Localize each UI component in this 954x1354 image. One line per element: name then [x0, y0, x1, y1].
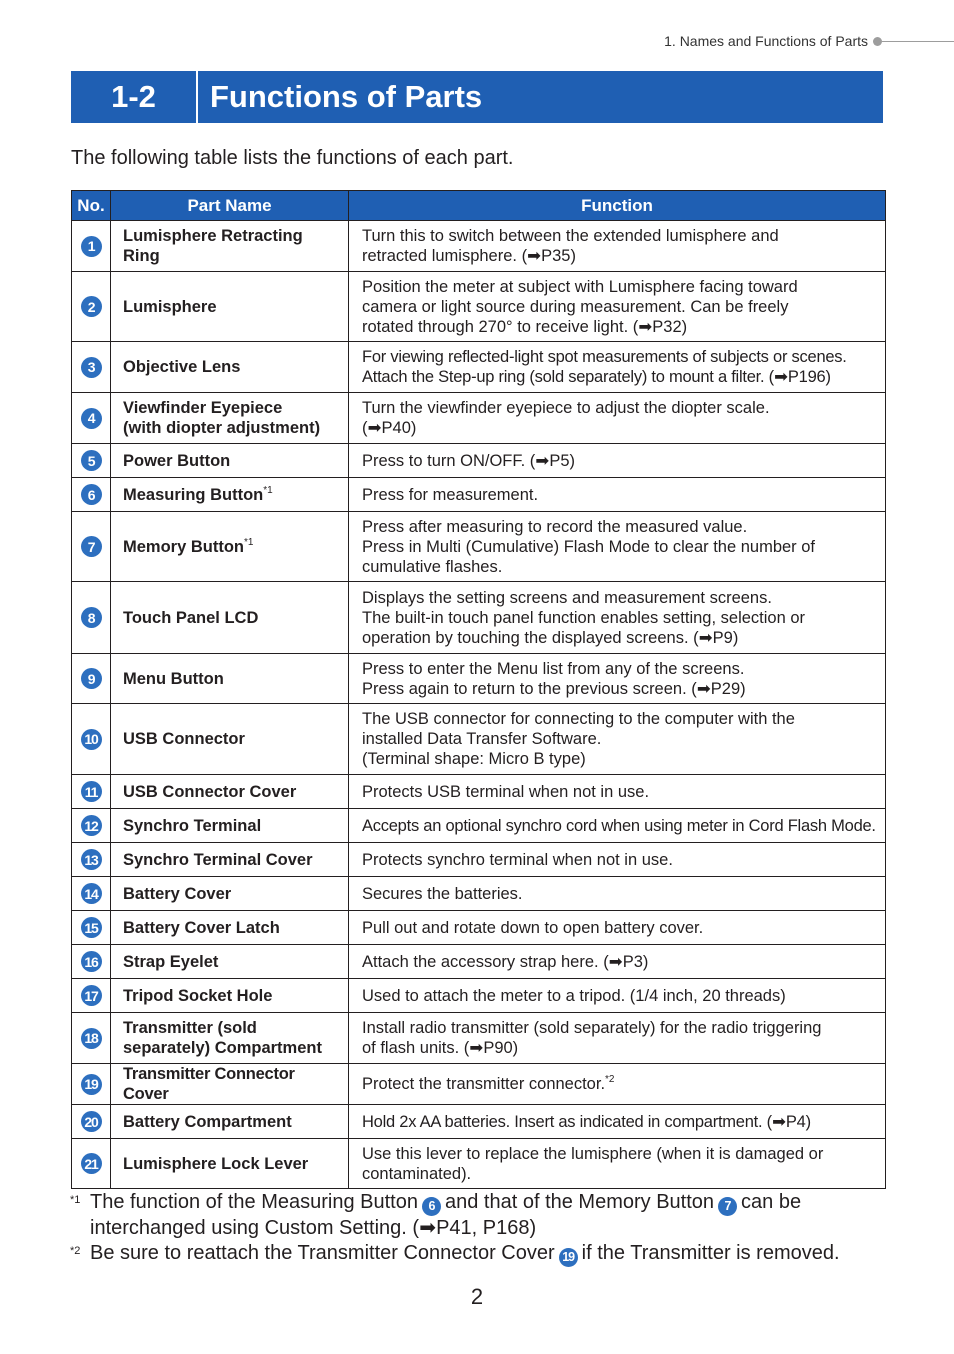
- part-function: Install radio transmitter (sold separately) for the radio triggering of flash units. (➡P90): [349, 1013, 886, 1064]
- section-number: 1-2: [71, 71, 198, 123]
- table-row: [72, 979, 886, 1013]
- part-number-badge: 12: [81, 815, 102, 836]
- part-number-badge: 8: [81, 607, 102, 628]
- table-header-row: [72, 191, 886, 221]
- part-name: Battery Cover: [111, 877, 349, 911]
- part-number-badge: 2: [81, 296, 102, 317]
- part-function: Press after measuring to record the measured value. Press in Multi (Cumulative) Flash Mode to clear the number of cumulative flashes.: [349, 512, 886, 582]
- part-function: Turn the viewfinder eyepiece to adjust the diopter scale. (➡P40): [349, 393, 886, 444]
- table-row: [72, 444, 886, 478]
- part-function: Attach the accessory strap here. (➡P3): [349, 945, 886, 979]
- header-rule: [882, 41, 954, 42]
- table-row: [72, 704, 886, 775]
- header-function: Function: [349, 191, 886, 221]
- part-name: Strap Eyelet: [111, 945, 349, 979]
- section-title: Functions of Parts: [210, 79, 483, 114]
- arrow-right-icon: ➡: [527, 247, 541, 265]
- part-number-badge: 1: [81, 236, 102, 257]
- part-number-badge: 16: [81, 951, 102, 972]
- part-name: Viewfinder Eyepiece (with diopter adjustment): [111, 393, 349, 444]
- section-banner: [71, 71, 883, 123]
- running-header: [664, 33, 954, 49]
- part-number-badge: 20: [81, 1111, 102, 1132]
- footnote-ref: *1: [263, 484, 273, 496]
- arrow-right-icon: ➡: [698, 628, 713, 647]
- part-name: Memory Button$^{*1}$: [111, 512, 349, 582]
- table-row: [72, 775, 886, 809]
- footnote-ref: *1: [244, 536, 254, 548]
- table-row: [72, 342, 886, 393]
- footnote-mark: *2: [70, 1244, 81, 1257]
- running-header-text: 1. Names and Functions of Parts: [664, 33, 868, 49]
- header-part-name: Part Name: [111, 191, 349, 221]
- part-number-badge: 6: [81, 484, 102, 505]
- part-number-badge: 3: [81, 357, 102, 378]
- part-number-badge: 7: [718, 1197, 737, 1216]
- header-no: No.: [72, 191, 111, 221]
- part-name: Battery Compartment: [111, 1105, 349, 1139]
- part-number-badge: 9: [81, 668, 102, 689]
- part-number-badge: 6: [422, 1197, 441, 1216]
- part-number-badge: 19: [559, 1248, 578, 1267]
- table-row: [72, 1013, 886, 1064]
- table-row: [72, 582, 886, 654]
- part-name: Synchro Terminal: [111, 809, 349, 843]
- table-row: [72, 393, 886, 444]
- part-name: Touch Panel LCD: [111, 582, 349, 654]
- part-function: Hold 2x AA batteries. Insert as indicated in compartment. (➡P4): [349, 1105, 886, 1139]
- part-name: Tripod Socket Hole: [111, 979, 349, 1013]
- part-name: Lumisphere Retracting Ring: [111, 221, 349, 272]
- part-function: Accepts an optional synchro cord when using meter in Cord Flash Mode.: [349, 809, 886, 843]
- part-function: Protects USB terminal when not in use.: [349, 775, 886, 809]
- footnote-ref: *2: [605, 1074, 615, 1085]
- part-name: Menu Button: [111, 654, 349, 704]
- arrow-right-icon: ➡: [638, 317, 653, 336]
- footnotes: [70, 1190, 910, 1267]
- part-function: Used to attach the meter to a tripod. (1/4 inch, 20 threads): [349, 979, 886, 1013]
- part-name: Synchro Terminal Cover: [111, 843, 349, 877]
- part-name: Battery Cover Latch: [111, 911, 349, 945]
- arrow-right-icon: ➡: [696, 679, 711, 698]
- footnote: *1 The function of the Measuring Button 6 and that of the Memory Button 7 can be interchanged using Custom Setting. (➡P41, P168): [70, 1190, 910, 1241]
- part-number-badge: 11: [81, 781, 102, 802]
- parts-table: [71, 190, 886, 1189]
- table-row: [72, 1105, 886, 1139]
- part-function: The USB connector for connecting to the computer with the installed Data Transfer Software. (Terminal shape: Micro B type): [349, 704, 886, 775]
- table-row: [72, 654, 886, 704]
- page-number: 2: [470, 1284, 484, 1309]
- part-name: Transmitter Connector Cover: [111, 1064, 349, 1105]
- table-row: [72, 877, 886, 911]
- part-name: Measuring Button$^{*1}$: [111, 478, 349, 512]
- part-name: Transmitter (sold separately) Compartment: [111, 1013, 349, 1064]
- table-row: [72, 478, 886, 512]
- arrow-right-icon: ➡: [608, 952, 623, 971]
- arrow-right-icon: ➡: [367, 419, 382, 437]
- table-row: [72, 221, 886, 272]
- table-row: [72, 809, 886, 843]
- table-row: [72, 1064, 886, 1105]
- part-number-badge: 17: [81, 985, 102, 1006]
- part-number-badge: 18: [81, 1028, 102, 1049]
- part-function: Secures the batteries.: [349, 877, 886, 911]
- footnote: *2 Be sure to reattach the Transmitter Connector Cover 19 if the Transmitter is removed.: [70, 1241, 910, 1267]
- arrow-right-icon: ➡: [419, 1216, 436, 1239]
- part-function: Turn this to switch between the extended lumisphere and retracted lumisphere. (➡P35): [349, 221, 886, 272]
- arrow-right-icon: ➡: [469, 1039, 484, 1057]
- part-number-badge: 13: [81, 849, 102, 870]
- table-row: [72, 272, 886, 342]
- intro-text: The following table lists the functions of each part.: [71, 147, 514, 169]
- part-function: Press for measurement.: [349, 478, 886, 512]
- part-function: Protects synchro terminal when not in use.: [349, 843, 886, 877]
- part-name: Power Button: [111, 444, 349, 478]
- part-number-badge: 5: [81, 450, 102, 471]
- part-number-badge: 19: [81, 1074, 102, 1095]
- part-number-badge: 21: [81, 1153, 102, 1174]
- arrow-right-icon: ➡: [535, 451, 550, 470]
- part-number-badge: 15: [81, 917, 102, 938]
- part-name: USB Connector: [111, 704, 349, 775]
- part-number-badge: 7: [81, 536, 102, 557]
- part-name: USB Connector Cover: [111, 775, 349, 809]
- arrow-right-icon: ➡: [774, 368, 788, 386]
- table-row: [72, 512, 886, 582]
- part-function: Press to enter the Menu list from any of the screens. Press again to return to the previous screen. (➡P29): [349, 654, 886, 704]
- part-function: Protect the transmitter connector.$^{*2}$: [349, 1064, 886, 1105]
- part-function: Pull out and rotate down to open battery cover.: [349, 911, 886, 945]
- table-row: [72, 1139, 886, 1189]
- part-name: Objective Lens: [111, 342, 349, 393]
- part-name: Lumisphere: [111, 272, 349, 342]
- table-row: [72, 843, 886, 877]
- part-function: Displays the setting screens and measurement screens. The built-in touch panel function enables setting, selection or operation by touching the displayed screens. (➡P9): [349, 582, 886, 654]
- part-number-badge: 10: [81, 729, 102, 750]
- footnote-mark: *1: [70, 1194, 81, 1206]
- bullet-dot: [873, 37, 882, 46]
- part-number-badge: 14: [81, 883, 102, 904]
- arrow-right-icon: ➡: [772, 1112, 786, 1131]
- part-function: For viewing reflected-light spot measurements of subjects or scenes. Attach the Step-up ring (sold separately) to mount a filter. (➡P196): [349, 342, 886, 393]
- table-row: [72, 911, 886, 945]
- part-function: Position the meter at subject with Lumisphere facing toward camera or light source during measurement. Can be freely rotated through 270° to receive light. (➡P32): [349, 272, 886, 342]
- table-row: [72, 945, 886, 979]
- part-function: Press to turn ON/OFF. (➡P5): [349, 444, 886, 478]
- part-name: Lumisphere Lock Lever: [111, 1139, 349, 1189]
- part-function: Use this lever to replace the lumisphere (when it is damaged or contaminated).: [349, 1139, 886, 1189]
- part-number-badge: 4: [81, 408, 102, 429]
